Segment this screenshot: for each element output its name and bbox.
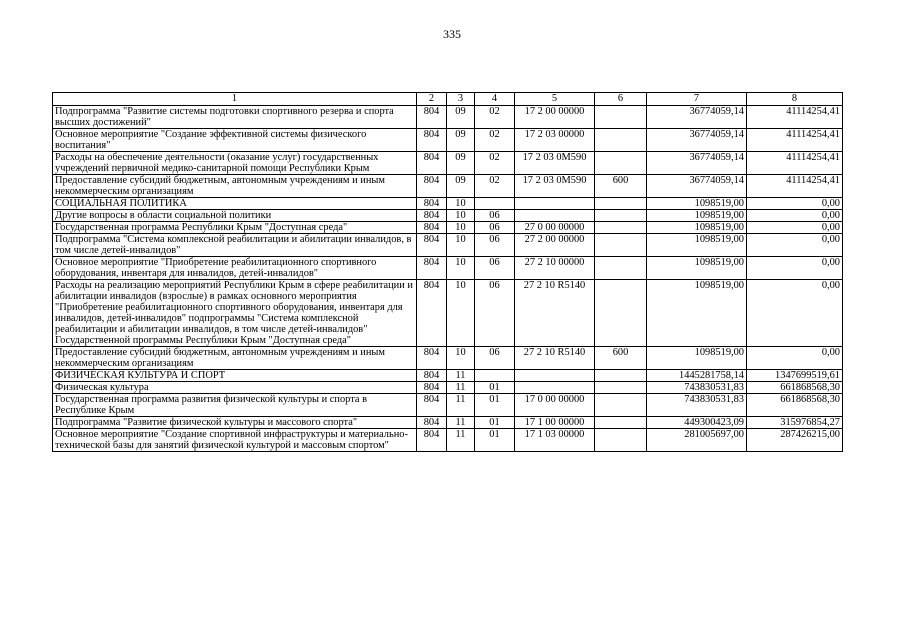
row-name: Государственная программа развития физической культуры и спорта в Республике Крым	[53, 394, 417, 417]
row-code-col3: 10	[447, 347, 475, 370]
row-code-col4: 06	[475, 257, 515, 280]
row-amount-col8: 0,00	[747, 222, 843, 234]
row-code-col6	[595, 257, 647, 280]
table-row	[53, 152, 843, 175]
row-amount-col7: 1098519,00	[647, 198, 747, 210]
column-header: 3	[447, 93, 475, 106]
row-name: Расходы на обеспечение деятельности (оказание услуг) государственных учреждений первичной медико-санитарной помощи Республики Крым	[53, 152, 417, 175]
row-name: Подпрограмма "Развитие системы подготовки спортивного резерва и спорта высших достижений"	[53, 106, 417, 129]
row-code-col3: 11	[447, 370, 475, 382]
column-header: 4	[475, 93, 515, 106]
row-code-col4: 06	[475, 210, 515, 222]
row-name: ФИЗИЧЕСКАЯ КУЛЬТУРА И СПОРТ	[53, 370, 417, 382]
row-code-col5	[515, 198, 595, 210]
row-amount-col7: 36774059,14	[647, 152, 747, 175]
row-code-col5: 27 2 10 00000	[515, 257, 595, 280]
table-row	[53, 370, 843, 382]
column-header: 7	[647, 93, 747, 106]
row-code-col2: 804	[417, 129, 447, 152]
row-code-col6	[595, 394, 647, 417]
row-code-col3: 10	[447, 257, 475, 280]
row-name: Предоставление субсидий бюджетным, автономным учреждениям и иным некоммерческим организациям	[53, 175, 417, 198]
row-code-col2: 804	[417, 257, 447, 280]
row-name: Основное мероприятие "Приобретение реабилитационного спортивного оборудования, инвентаря для инвалидов, детей-инвалидов"	[53, 257, 417, 280]
row-code-col6	[595, 198, 647, 210]
row-amount-col8: 0,00	[747, 198, 843, 210]
row-name: Другие вопросы в области социальной политики	[53, 210, 417, 222]
row-amount-col8: 1347699519,61	[747, 370, 843, 382]
page-number: 335	[443, 27, 461, 41]
row-code-col3: 11	[447, 417, 475, 429]
row-code-col5: 17 1 00 00000	[515, 417, 595, 429]
column-header: 2	[417, 93, 447, 106]
row-amount-col7: 743830531,83	[647, 382, 747, 394]
row-code-col2: 804	[417, 370, 447, 382]
table-row	[53, 198, 843, 210]
row-code-col3: 10	[447, 198, 475, 210]
row-name: Подпрограмма "Развитие физической культуры и массового спорта"	[53, 417, 417, 429]
row-code-col3: 11	[447, 429, 475, 452]
row-code-col2: 804	[417, 429, 447, 452]
row-code-col2: 804	[417, 234, 447, 257]
row-name: Предоставление субсидий бюджетным, автономным учреждениям и иным некоммерческим организациям	[53, 347, 417, 370]
row-code-col5: 27 2 00 00000	[515, 234, 595, 257]
row-code-col4: 01	[475, 382, 515, 394]
row-code-col2: 804	[417, 106, 447, 129]
row-code-col4: 01	[475, 417, 515, 429]
table-body	[53, 106, 843, 452]
row-code-col3: 09	[447, 106, 475, 129]
row-code-col6	[595, 234, 647, 257]
row-amount-col8: 41114254,41	[747, 175, 843, 198]
row-code-col6	[595, 106, 647, 129]
row-name: Расходы на реализацию мероприятий Республики Крым в сфере реабилитации и абилитации инвалидов (взрослые) в рамках основного мероприятия "Приобретение реабилитационного спортивного оборудования, инвентаря для инвалидов, детей-инвалидов" подпрограммы "Система комплексной реабилитации и абилитации инвалидов, в том числе детей-инвалидов" Государственной программы Республики Крым "Доступная среда"	[53, 280, 417, 347]
row-code-col5: 27 2 10 R5140	[515, 347, 595, 370]
table-row	[53, 417, 843, 429]
row-code-col2: 804	[417, 347, 447, 370]
column-header: 6	[595, 93, 647, 106]
row-amount-col7: 36774059,14	[647, 175, 747, 198]
table-row	[53, 222, 843, 234]
row-name: СОЦИАЛЬНАЯ ПОЛИТИКА	[53, 198, 417, 210]
row-code-col5	[515, 210, 595, 222]
row-name: Физическая культура	[53, 382, 417, 394]
row-name: Основное мероприятие "Создание эффективной системы физического воспитания"	[53, 129, 417, 152]
row-code-col5: 17 2 03 0М590	[515, 175, 595, 198]
row-amount-col8: 41114254,41	[747, 129, 843, 152]
budget-table	[52, 92, 843, 452]
table-header	[53, 93, 843, 106]
row-name: Государственная программа Республики Крым "Доступная среда"	[53, 222, 417, 234]
row-name: Подпрограмма "Система комплексной реабилитации и абилитации инвалидов, в том числе детей-инвалидов"	[53, 234, 417, 257]
row-code-col5: 17 2 03 00000	[515, 129, 595, 152]
row-code-col3: 09	[447, 129, 475, 152]
row-amount-col7: 1098519,00	[647, 257, 747, 280]
row-code-col4: 02	[475, 129, 515, 152]
row-amount-col8: 41114254,41	[747, 106, 843, 129]
row-code-col4: 06	[475, 234, 515, 257]
header-row	[53, 93, 843, 106]
row-code-col5: 27 0 00 00000	[515, 222, 595, 234]
row-code-col4: 02	[475, 106, 515, 129]
row-code-col3: 10	[447, 280, 475, 347]
row-code-col4	[475, 198, 515, 210]
row-code-col2: 804	[417, 198, 447, 210]
row-code-col3: 11	[447, 382, 475, 394]
table-row	[53, 347, 843, 370]
column-header: 8	[747, 93, 843, 106]
row-amount-col8: 0,00	[747, 347, 843, 370]
row-code-col6	[595, 210, 647, 222]
row-code-col5	[515, 382, 595, 394]
row-code-col4: 02	[475, 175, 515, 198]
row-code-col3: 11	[447, 394, 475, 417]
row-code-col2: 804	[417, 382, 447, 394]
row-code-col4	[475, 370, 515, 382]
table-row	[53, 429, 843, 452]
row-amount-col7: 1098519,00	[647, 222, 747, 234]
row-amount-col7: 1445281758,14	[647, 370, 747, 382]
row-code-col2: 804	[417, 175, 447, 198]
row-amount-col7: 449300423,09	[647, 417, 747, 429]
row-code-col6	[595, 417, 647, 429]
row-code-col6	[595, 152, 647, 175]
row-code-col2: 804	[417, 210, 447, 222]
table-row	[53, 280, 843, 347]
row-amount-col7: 1098519,00	[647, 234, 747, 257]
row-amount-col7: 1098519,00	[647, 280, 747, 347]
row-amount-col8: 0,00	[747, 280, 843, 347]
row-code-col5: 17 2 00 00000	[515, 106, 595, 129]
row-code-col5: 17 0 00 00000	[515, 394, 595, 417]
row-amount-col7: 36774059,14	[647, 129, 747, 152]
row-amount-col8: 0,00	[747, 210, 843, 222]
table-row	[53, 106, 843, 129]
row-code-col4: 01	[475, 394, 515, 417]
row-code-col6	[595, 280, 647, 347]
row-code-col4: 06	[475, 222, 515, 234]
row-code-col2: 804	[417, 417, 447, 429]
column-header: 5	[515, 93, 595, 106]
row-code-col6	[595, 129, 647, 152]
row-code-col2: 804	[417, 280, 447, 347]
row-amount-col8: 0,00	[747, 234, 843, 257]
row-amount-col7: 281005697,00	[647, 429, 747, 452]
row-code-col3: 10	[447, 222, 475, 234]
row-code-col3: 10	[447, 234, 475, 257]
row-amount-col7: 36774059,14	[647, 106, 747, 129]
row-code-col4: 06	[475, 280, 515, 347]
row-amount-col8: 661868568,30	[747, 394, 843, 417]
row-code-col6: 600	[595, 347, 647, 370]
table-row	[53, 175, 843, 198]
row-amount-col8: 41114254,41	[747, 152, 843, 175]
row-code-col3: 09	[447, 175, 475, 198]
table-row	[53, 257, 843, 280]
row-code-col5: 17 2 03 0М590	[515, 152, 595, 175]
row-name: Основное мероприятие "Создание спортивной инфраструктуры и материально-технической базы для занятий физической культурой и массовым спортом"	[53, 429, 417, 452]
row-code-col4: 01	[475, 429, 515, 452]
table-row	[53, 234, 843, 257]
column-header: 1	[53, 93, 417, 106]
row-code-col4: 02	[475, 152, 515, 175]
row-amount-col8: 315976854,27	[747, 417, 843, 429]
row-amount-col7: 1098519,00	[647, 347, 747, 370]
row-code-col2: 804	[417, 152, 447, 175]
row-code-col3: 10	[447, 210, 475, 222]
table-row	[53, 210, 843, 222]
row-code-col6	[595, 429, 647, 452]
row-amount-col7: 1098519,00	[647, 210, 747, 222]
table-row	[53, 129, 843, 152]
row-code-col6: 600	[595, 175, 647, 198]
row-code-col5: 27 2 10 R5140	[515, 280, 595, 347]
row-code-col6	[595, 222, 647, 234]
row-code-col3: 09	[447, 152, 475, 175]
table-row	[53, 394, 843, 417]
row-code-col2: 804	[417, 222, 447, 234]
row-code-col2: 804	[417, 394, 447, 417]
row-amount-col8: 287426215,00	[747, 429, 843, 452]
row-code-col4: 06	[475, 347, 515, 370]
row-code-col6	[595, 370, 647, 382]
row-code-col5: 17 1 03 00000	[515, 429, 595, 452]
row-amount-col8: 0,00	[747, 257, 843, 280]
row-code-col6	[595, 382, 647, 394]
row-amount-col8: 661868568,30	[747, 382, 843, 394]
row-amount-col7: 743830531,83	[647, 394, 747, 417]
table-row	[53, 382, 843, 394]
row-code-col5	[515, 370, 595, 382]
